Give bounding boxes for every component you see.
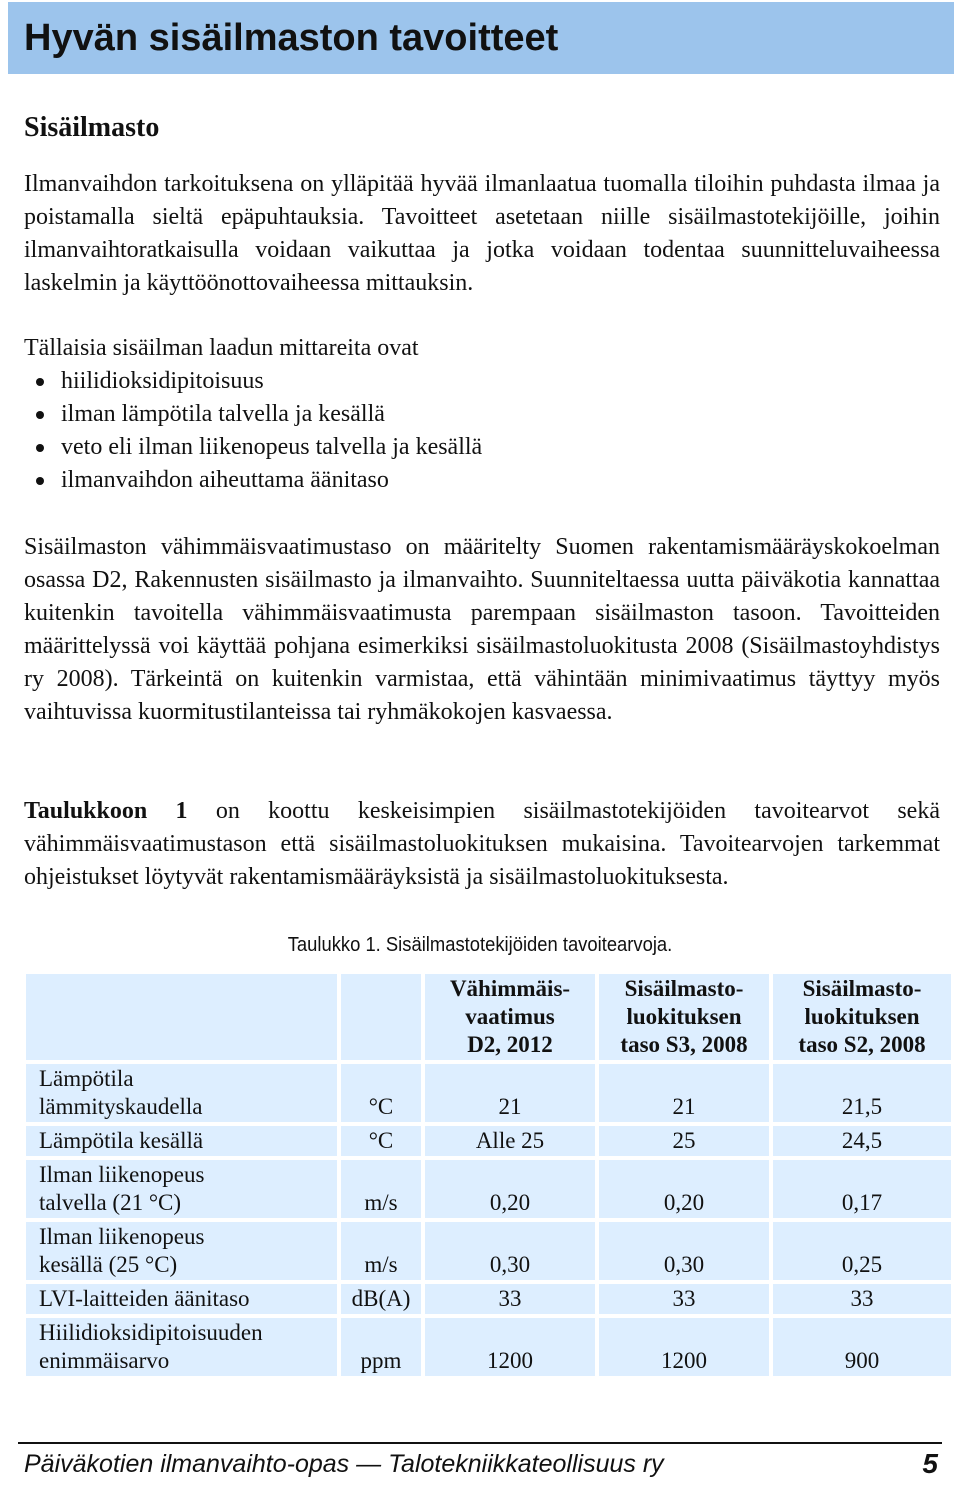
paragraph-requirements: Sisäilmaston vähimmäisvaatimustaso on määritelty Suomen rakentamismääräyskokoelman osassa D2, Rakennusten sisäilmasto ja ilmanvaihto. Suunniteltaessa uutta päiväkotia kannattaa kuitenkin tavoitella vähimmäisvaatimusta parempaan sisäilmaston tasoon. Tavoitteiden määrittelyssä voi käyttää pohjana esimerkiksi sisäilmastoluokitusta 2008 (Sisäilmastoyhdistys ry 2008). Tärkeintä on kuitenkin varmistaa, että vähintään minimivaatimus täyttyy myös vaihtuvissa kuormitustilanteissa tai ryhmäkokojen kasvaessa. <box>24 534 940 725</box>
header-d2: Vähimmäis- vaatimus D2, 2012 <box>425 974 595 1060</box>
row-label: Lämpötila lämmityskaudella <box>26 1064 337 1122</box>
row-unit: m/s <box>341 1160 421 1218</box>
list-item <box>24 398 482 431</box>
row-s3-value: 33 <box>599 1284 769 1314</box>
row-d2-value: 21 <box>425 1064 595 1122</box>
footer-text: Päiväkotien ilmanvaihto-opas — Talotekniikkateollisuus ry <box>24 1450 664 1478</box>
row-d2-value: 1200 <box>425 1318 595 1376</box>
row-d2-value: 33 <box>425 1284 595 1314</box>
row-s3-value: 21 <box>599 1064 769 1122</box>
table-row <box>26 1222 951 1280</box>
row-unit: ppm <box>341 1318 421 1376</box>
row-d2-value: 0,30 <box>425 1222 595 1280</box>
row-unit: m/s <box>341 1222 421 1280</box>
row-s2-value: 24,5 <box>773 1126 951 1156</box>
page-title: Hyvän sisäilmaston tavoitteet <box>24 17 559 59</box>
list-item-text: veto eli ilman liikenopeus talvella ja kesällä <box>61 434 483 460</box>
row-s2-value: 0,17 <box>773 1160 951 1218</box>
paragraph-table-intro-text: on koottu keskeisimpien sisäilmastotekijöiden tavoitearvot sekä vähimmäisvaatimustason että sisäilmastoluokituksen mukaisina. Tavoitearvojen tarkemmat ohjeistukset löytyvät rakentamismääräyksistä ja sisäilmastoluokituksesta. <box>24 798 940 890</box>
page-number: 5 <box>922 1448 938 1479</box>
bullet-icon <box>36 378 44 386</box>
list-item-text: ilmanvaihdon aiheuttama äänitaso <box>61 467 389 493</box>
list-item <box>24 431 482 464</box>
header-empty-cell <box>26 974 337 1060</box>
bullet-icon <box>36 444 44 452</box>
table-row <box>26 1126 951 1156</box>
list-item <box>24 365 482 398</box>
list-item-text: ilman lämpötila talvella ja kesällä <box>61 401 385 427</box>
header-unit-cell <box>341 974 421 1060</box>
row-d2-value: 0,20 <box>425 1160 595 1218</box>
header-s3: Sisäilmasto- luokituksen taso S3, 2008 <box>599 974 769 1060</box>
table-row <box>26 1160 951 1218</box>
table-reference: Taulukkoon 1 <box>24 798 188 824</box>
row-s2-value: 21,5 <box>773 1064 951 1122</box>
row-unit: °C <box>341 1064 421 1122</box>
intro-paragraph: Ilmanvaihdon tarkoituksena on ylläpitää hyvää ilmanlaatua tuomalla tiloihin puhdasta ilmaa ja poistamalla sieltä epäpuhtauksia. Tavoitteet asetetaan niille sisäilmastotekijöille, joihin ilmanvaihtoratkaisulla voidaan vaikuttaa ja jotka voidaan todentaa suunnitteluvaiheessa laskelmin ja käyttöönottovaiheessa mittauksin. <box>24 171 940 296</box>
row-d2-value: Alle 25 <box>425 1126 595 1156</box>
table-row <box>26 1318 951 1376</box>
row-label: Hiilidioksidipitoisuuden enimmäisarvo <box>26 1318 337 1376</box>
row-unit: °C <box>341 1126 421 1156</box>
row-label: Ilman liikenopeus talvella (21 °C) <box>26 1160 337 1218</box>
bullet-icon <box>36 477 44 485</box>
section-heading: Sisäilmasto <box>24 112 160 143</box>
table-row <box>26 1284 951 1314</box>
row-s3-value: 1200 <box>599 1318 769 1376</box>
row-s3-value: 25 <box>599 1126 769 1156</box>
row-unit: dB(A) <box>341 1284 421 1314</box>
list-item <box>24 464 482 497</box>
list-item-text: hiilidioksidipitoisuus <box>61 368 264 394</box>
row-label: Lämpötila kesällä <box>26 1126 337 1156</box>
indicator-list <box>24 365 482 497</box>
header-s2: Sisäilmasto- luokituksen taso S2, 2008 <box>773 974 951 1060</box>
bullet-icon <box>36 411 44 419</box>
row-s2-value: 0,25 <box>773 1222 951 1280</box>
footer-divider <box>18 1442 942 1444</box>
list-intro: Tällaisia sisäilman laadun mittareita ovat <box>24 335 419 361</box>
row-s2-value: 33 <box>773 1284 951 1314</box>
target-values-table <box>22 970 955 1380</box>
table-caption: Taulukko 1. Sisäilmastotekijöiden tavoitearvoja. <box>287 934 673 956</box>
row-s3-value: 0,20 <box>599 1160 769 1218</box>
title-bar <box>8 2 954 74</box>
paragraph-table-intro <box>24 795 940 894</box>
row-s3-value: 0,30 <box>599 1222 769 1280</box>
row-label: LVI-laitteiden äänitaso <box>26 1284 337 1314</box>
row-label: Ilman liikenopeus kesällä (25 °C) <box>26 1222 337 1280</box>
table-row <box>26 1064 951 1122</box>
table-header-row <box>26 974 951 1060</box>
row-s2-value: 900 <box>773 1318 951 1376</box>
